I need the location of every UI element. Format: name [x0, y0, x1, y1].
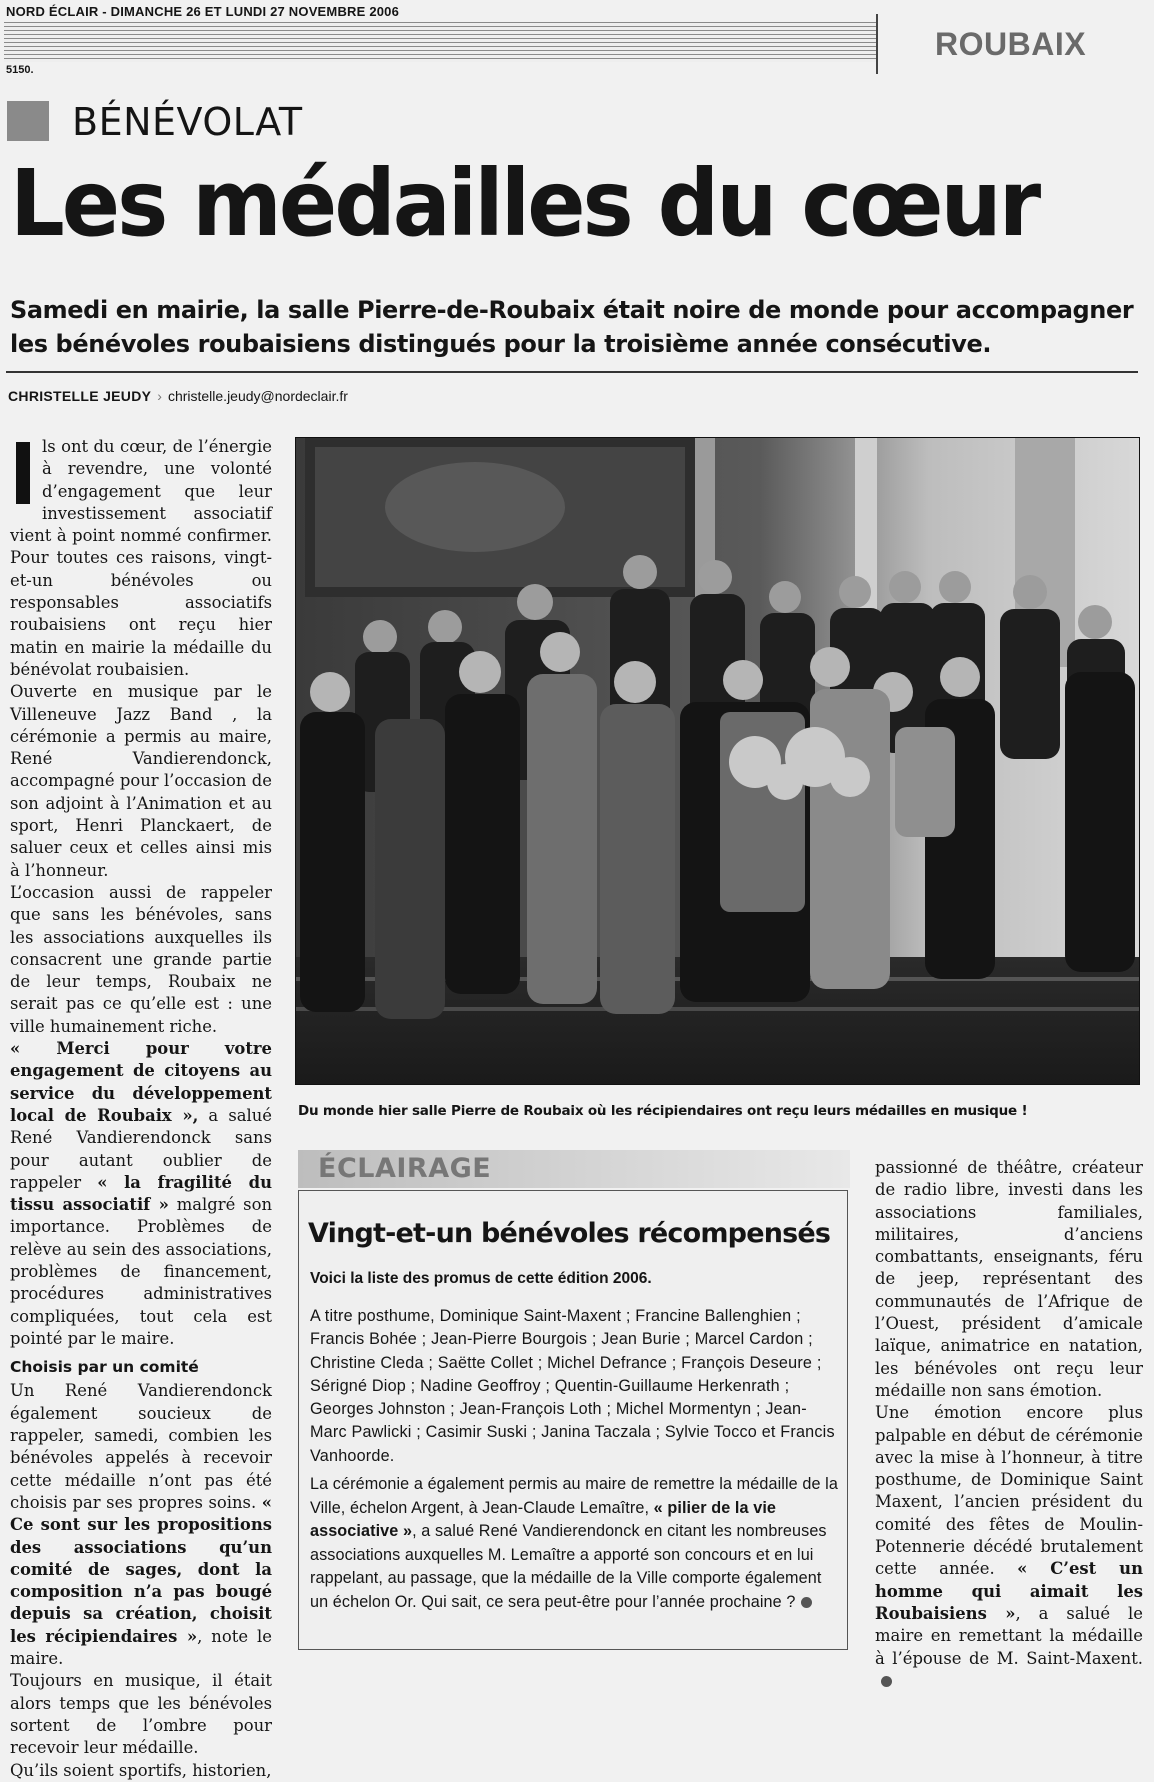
paragraph-5-end: , note le maire. [10, 1626, 272, 1669]
eclairage-intro: Voici la liste des promus de cette édition 2006. [310, 1270, 652, 1287]
right-paragraph-2-end: , a salué le maire en remettant la médaille à l’épouse de M. Saint-Maxent. [875, 1603, 1143, 1668]
kicker-marker [7, 101, 49, 141]
quote-1: « Merci pour votre engagement de citoyens au service du développement local de Roubaix », [10, 1039, 272, 1125]
standfirst [10, 293, 1150, 361]
eclairage-paragraph-end: , a salué René Vandierendonck en citant les nombreuses associations auxquelles M. Lemaître a apporté son concours et en lui rappelant, au passage, que la médaille de la Ville comporte également un échelon Or. Qui sait, ce sera peut-être pour l’année prochaine ? [310, 1522, 827, 1611]
end-dot-icon [801, 1597, 812, 1608]
paragraph-4 [10, 1038, 272, 1350]
quote-2: « la fragilité du tissu associatif » [10, 1172, 272, 1215]
photo-caption: Du monde hier salle Pierre de Roubaix où les récipiendaires ont reçu leurs médailles en musique ! [298, 1103, 1028, 1119]
eclairage-title: Vingt-et-un bénévoles récompensés [308, 1218, 831, 1249]
author-name: CHRISTELLE JEUDY [8, 388, 152, 404]
header-divider [876, 14, 878, 74]
paragraph-7: Qu’ils soient sportifs, historien, [10, 1760, 272, 1780]
quote-3: « Ce sont sur les propositions des associations qu’un comité de sages, dont la composition n’a pas bougé depuis sa création, choisit les récipiendaires » [10, 1492, 272, 1646]
byline [8, 388, 348, 404]
author-email[interactable]: christelle.jeudy@nordeclair.fr [167, 388, 348, 404]
standfirst-line-2: les bénévoles roubaisiens distingués pour la troisième année consécutive. [10, 330, 992, 358]
subhead: Choisis par un comité [10, 1358, 199, 1377]
group-photo-image [295, 437, 1140, 1085]
dropcap-i [16, 442, 30, 504]
paragraph-5-start: Un René Vandierendonck également soucieux de rappeler, samedi, combien les bénévoles appelés à recevoir cette médaille n’ont pas été choisis par ses propres soins. [10, 1381, 272, 1512]
article-column-right [875, 1157, 1143, 1692]
paragraph-3: L’occasion aussi de rappeler que sans les bénévoles, sans les associations auxquelles ils consacrent une grande partie de leur temps, Roubaix ne serait pas ce qu’elle est : une ville humainement riche. [10, 882, 272, 1036]
section-name: ROUBAIX [935, 26, 1087, 62]
page-code: 5150. [6, 64, 34, 76]
dateline: NORD ÉCLAIR - DIMANCHE 26 ET LUNDI 27 NOVEMBRE 2006 [6, 4, 400, 19]
paragraph-5 [10, 1380, 272, 1670]
eclairage-paragraph-start: La cérémonie a également permis au maire de remettre la médaille de la Ville, échelon Argent, à Jean-Claude Lemaître, [310, 1475, 838, 1517]
article-column-left [10, 436, 272, 1782]
end-dot-icon [881, 1676, 892, 1687]
right-paragraph-1: passionné de théâtre, créateur de radio libre, investi dans les associations familiales, militaires, d’anciens combattants, enseignants, féru de jeep, représentant des communautés de l’Afrique de l’Ouest, président d’amicale laïque, animatrice en natation, les bénévoles ont reçu leur médaille non sans émotion. [875, 1158, 1143, 1400]
byline-rule [6, 371, 1138, 373]
kicker: BÉNÉVOLAT [72, 100, 303, 144]
group-photo [295, 437, 1140, 1085]
eclairage-paragraph [310, 1473, 840, 1614]
quote-4: « C’est un homme qui aimait les Roubaisiens » [875, 1559, 1143, 1623]
byline-arrow-icon: › [157, 388, 162, 404]
headline: Les médailles du cœur [10, 150, 1039, 258]
paragraph-4-end: malgré son importance. Problèmes de relève au sein des associations, problèmes de financement, procédures administratives compliquées, tout cela est pointé par le maire. [10, 1195, 273, 1348]
paragraph-1-text: ls ont du cœur, de l’énergie à revendre, une volonté d’engagement que leur investissement associatif vient à point nommé confirmer. Pour toutes ces raisons, vingt-et-un bénévoles ou responsables associatifs roubaisiens ont reçu hier matin en mairie la médaille du bénévolat roubaisien. [10, 437, 272, 679]
eclairage-label: ÉCLAIRAGE [318, 1153, 492, 1184]
right-paragraph-2-start: Une émotion encore plus palpable en début de cérémonie avec la mise à l’honneur, à titre posthume, de Dominique Saint Maxent, l’ancien président du comité des fêtes de Moulin-Potennerie décédé brutalement cette année. [875, 1403, 1143, 1579]
laureates-list: A titre posthume, Dominique Saint-Maxent ; Francine Ballenghien ; Francis Bohée ; Jean-Pierre Bourgois ; Jean Burie ; Marcel Cardon ; Christine Cleda ; Saëtte Collet ; Michel Defrance ; François Deseure ; Sérigné Diop ; Nadine Geoffroy ; Quentin-Guillaume Herkenrath ; Georges Johnston ; Jean-François Loth ; Michel Mormentyn ; Jean-Marc Pawlicki ; Casimir Suski ; Janina Taczala ; Sylvie Tocco et Francis Vanhoorde. [310, 1307, 835, 1465]
paragraph-6: Toujours en musique, il était alors temps que les bénévoles sortent de l’ombre pour recevoir leur médaille. [10, 1671, 272, 1758]
standfirst-line-1: Samedi en mairie, la salle Pierre-de-Roubaix était noire de monde pour accompagner [10, 296, 1134, 324]
header-hatch-band [4, 22, 876, 62]
right-paragraph-2 [875, 1402, 1143, 1692]
eclairage-quote: « pilier de la vie associative » [310, 1498, 777, 1540]
paragraph-1 [10, 436, 272, 681]
paragraph-2: Ouverte en musique par le Villeneuve Jazz Band , la cérémonie a permis au maire, René Vandierendonck, accompagné pour l’occasion de son adjoint à l’Animation et au sport, Henri Planckaert, de saluer ceux et celles ainsi mis à l’honneur. [10, 682, 272, 880]
paragraph-4-mid: a salué René Vandierendonck sans pour autant oublier de rappeler [10, 1105, 273, 1192]
